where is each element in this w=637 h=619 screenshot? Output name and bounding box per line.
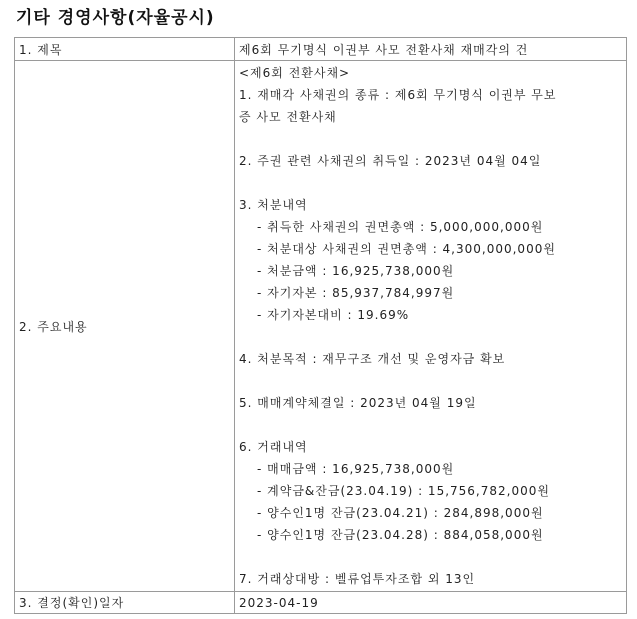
content-s3-item: - 처분금액 : 16,925,738,000원 bbox=[257, 264, 455, 278]
table-row-subject bbox=[15, 38, 627, 61]
content-s2: 2. 주권 관련 사채권의 취득일 : 2023년 04월 04일 bbox=[239, 154, 542, 168]
spacer bbox=[239, 546, 626, 568]
content-s4: 4. 처분목적 : 재무구조 개선 및 운영자금 확보 bbox=[239, 352, 506, 366]
content-s3-item: - 처분대상 사채권의 권면총액 : 4,300,000,000원 bbox=[257, 242, 556, 256]
content-s1-line2: 증 사모 전환사채 bbox=[239, 110, 337, 124]
spacer bbox=[239, 172, 626, 194]
page-title: 기타 경영사항(자율공시) bbox=[16, 8, 215, 28]
content-s6-item: - 매매금액 : 16,925,738,000원 bbox=[257, 462, 455, 476]
content-s5: 5. 매매계약체결일 : 2023년 04월 19일 bbox=[239, 396, 477, 410]
label-main-content: 2. 주요내용 bbox=[15, 61, 235, 592]
content-s1-line1: 1. 재매각 사채권의 종류 : 제6회 무기명식 이권부 무보 bbox=[239, 88, 557, 102]
value-subject: 제6회 무기명식 이권부 사모 전환사채 재매각의 건 bbox=[235, 38, 627, 61]
content-s3: 3. 처분내역 bbox=[239, 198, 308, 212]
table-row-decision-date bbox=[15, 592, 627, 614]
content-s3-item: - 취득한 사채권의 권면총액 : 5,000,000,000원 bbox=[257, 220, 544, 234]
content-s6-item: - 양수인1명 잔금(23.04.21) : 284,898,000원 bbox=[257, 506, 544, 520]
label-subject: 1. 제목 bbox=[15, 38, 235, 61]
label-decision-date: 3. 결정(확인)일자 bbox=[15, 592, 235, 614]
value-decision-date: 2023-04-19 bbox=[235, 592, 627, 614]
spacer bbox=[239, 326, 626, 348]
content-s6-item: - 양수인1명 잔금(23.04.28) : 884,058,000원 bbox=[257, 528, 544, 542]
spacer bbox=[239, 370, 626, 392]
spacer bbox=[239, 128, 626, 150]
spacer bbox=[239, 414, 626, 436]
disclosure-table bbox=[14, 37, 627, 614]
table-row-main-content bbox=[15, 61, 627, 592]
content-s7: 7. 거래상대방 : 벨류업투자조합 외 13인 bbox=[239, 572, 476, 586]
content-s6-item: - 계약금&잔금(23.04.19) : 15,756,782,000원 bbox=[257, 484, 550, 498]
content-header: <제6회 전환사채> bbox=[239, 66, 351, 80]
value-main-content bbox=[235, 61, 627, 592]
content-s3-item: - 자기자본 : 85,937,784,997원 bbox=[257, 286, 455, 300]
content-s6: 6. 거래내역 bbox=[239, 440, 308, 454]
content-s3-item: - 자기자본대비 : 19.69% bbox=[257, 308, 410, 322]
